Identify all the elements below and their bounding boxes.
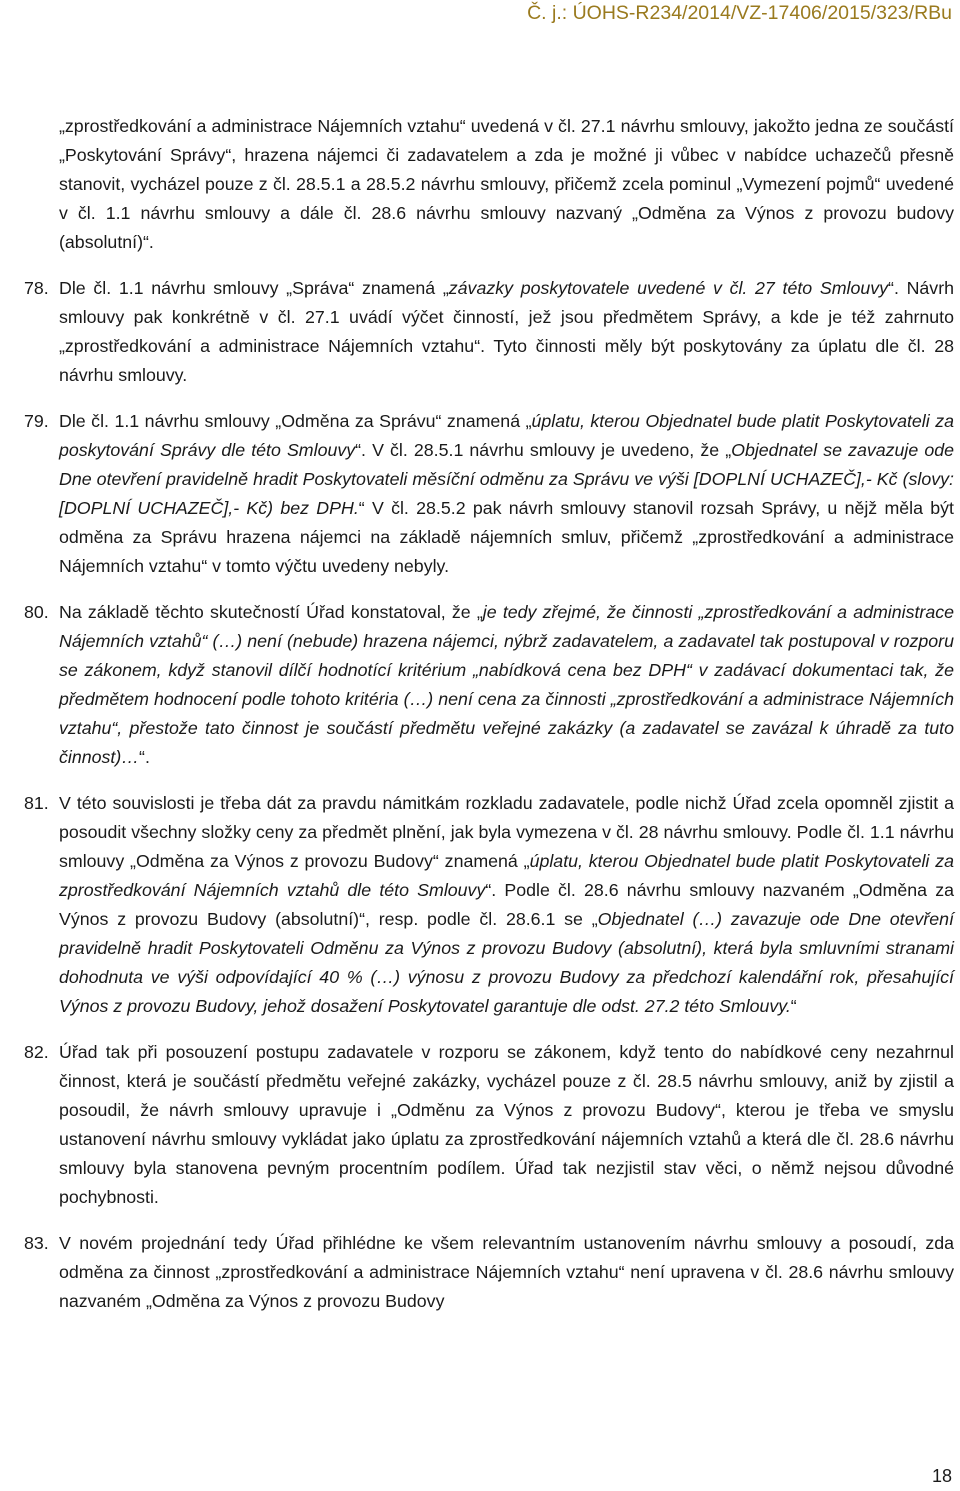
numbered-paragraph <box>24 789 959 1021</box>
document-body <box>24 112 959 1333</box>
paragraph-text: Na základě těchto skutečností Úřad konstatoval, že „ <box>59 602 483 622</box>
quoted-text: závazky poskytovatele uvedené v čl. 27 této Smlouvy <box>448 278 889 298</box>
paragraph-text: “ <box>790 996 797 1016</box>
page-number: 18 <box>931 1466 952 1486</box>
numbered-paragraph <box>24 1229 959 1316</box>
numbered-paragraph <box>24 407 959 581</box>
paragraph-text: “ V čl. 28.5.2 pak návrh smlouvy stanovil rozsah Správy, u nějž měla být odměna za Správu hrazena nájemci na základě nájemních smluv, přičemž „zprostředkování a administrace Nájemních vztahu“ v tomto výčtu uvedeny nebyly. <box>59 498 959 576</box>
paragraph-text: „zprostředkování a administrace Nájemních vztahu“ uvedená v čl. 27.1 návrhu smlouvy, jakožto jedna ze součástí „Poskytování Správy“, hrazena nájemci či zadavatelem a zda je možné ji vůbec v nabídce uchazečů přesně stanovit, vycházel pouze z čl. 28.5.1 a 28.5.2 návrhu smlouvy, přičemž zcela pominul „Vymezení pojmů“ uvedené v čl. 1.1 návrhu smlouvy a dále čl. 28.6 návrhu smlouvy nazvaný „Odměna za Výnos z provozu budovy (absolutní)“. <box>59 116 959 252</box>
paragraph-text: Dle čl. 1.1 návrhu smlouvy „Odměna za Správu“ znamená „ <box>59 411 532 431</box>
paragraph-number: 78. <box>24 278 49 298</box>
paragraph-text: V novém projednání tedy Úřad přihlédne ke všem relevantním ustanovením návrhu smlouvy a posoudí, zda odměna za činnost „zprostředkování a administrace Nájemních vztahu“ není upravena v čl. 28.6 návrhu smlouvy nazvaném „Odměna za Výnos z provozu Budovy <box>59 1233 959 1311</box>
paragraph-number: 79. <box>24 411 49 431</box>
quoted-text: Objednatel (…) zavazuje ode Dne otevření pravidelně hradit Poskytovateli Odměnu za Výnos z provozu Budovy (absolutní), která byla smluvními stranami dohodnuta ve výši odpovídající 40 % (…) výnosu z provozu Budovy za předchozí kalendářní rok, přesahující Výnos z provozu Budovy, jehož dosažení Poskytovatel garantuje dle odst. 27.2 této Smlouvy. <box>59 909 959 1016</box>
numbered-paragraph <box>24 274 959 390</box>
quoted-text: úplatu, kterou Objednatel bude platit Poskytovateli za zprostředkování Nájemních vztahů dle této Smlouvy <box>59 851 959 900</box>
paragraph-text: “. V čl. 28.5.1 návrhu smlouvy je uvedeno, že „ <box>355 440 732 460</box>
paragraph-number: 82. <box>24 1042 49 1062</box>
paragraph-text: “. Návrh smlouvy pak konkrétně v čl. 27.1 uvádí výčet činností, jež jsou předmětem Správy, a kde je též zahrnuto „zprostředkování a administrace Nájemních vztahu“. Tyto činnosti měly být poskytovány za úplatu dle čl. 28 návrhu smlouvy. <box>59 278 959 385</box>
paragraph-number: 83. <box>24 1233 49 1253</box>
paragraph-number: 81. <box>24 793 49 813</box>
paragraph-number: 80. <box>24 602 49 622</box>
numbered-paragraph <box>24 1038 959 1212</box>
paragraph-text: V této souvislosti je třeba dát za pravdu námitkám rozkladu zadavatele, podle nichž Úřad zcela opomněl zjistit a posoudit všechny složky ceny za předmět plnění, jak byla vymezena v čl. 28 návrhu smlouvy. Podle čl. 1.1 návrhu smlouvy „Odměna za Výnos z provozu Budovy“ znamená „ <box>59 793 959 871</box>
document-reference: Č. j.: ÚOHS-R234/2014/VZ-17406/2015/323/RBu <box>527 2 952 24</box>
quoted-text: Objednatel se zavazuje ode Dne otevření pravidelně hradit Poskytovateli měsíční odměnu za Správu ve výši [DOPLNÍ UCHAZEČ],- Kč (slovy: [DOPLNÍ UCHAZEČ],- Kč) bez DPH. <box>59 440 959 518</box>
quoted-text: je tedy zřejmé, že činnosti „zprostředkování a administrace Nájemních vztahů“ (…) není (nebude) hrazena nájemci, nýbrž zadavatelem, a zadavatel tak postupoval v rozporu se zákonem, když stanovil dílčí hodnotící kritérium „nabídková cena bez DPH“ v zadávací dokumentaci tak, že předmětem hodnocení podle tohoto kritéria (…) není cena za činnosti „zprostředkování a administrace Nájemních vztahu“, přestože tato činnost je součástí předmětu veřejné zakázky (a zadavatel se zavázal k úhradě za tuto činnost)… <box>59 602 959 767</box>
quoted-text: úplatu, kterou Objednatel bude platit Poskytovateli za poskytování Správy dle této Smlouvy <box>59 411 959 460</box>
paragraph-text: “. <box>139 747 150 767</box>
numbered-paragraph <box>24 598 959 772</box>
paragraph-text: “. Podle čl. 28.6 návrhu smlouvy nazvaném „Odměna za Výnos z provozu Budovy (absolutní)“, resp. podle čl. 28.6.1 se „ <box>59 880 959 929</box>
paragraph-text: Dle čl. 1.1 návrhu smlouvy „Správa“ znamená „ <box>59 278 449 298</box>
paragraph-continuation <box>24 112 959 257</box>
paragraph-text: Úřad tak při posouzení postupu zadavatele v rozporu se zákonem, když tento do nabídkové ceny nezahrnul činnost, která je součástí předmětu veřejné zakázky, vycházel pouze z čl. 28.5 návrhu smlouvy, aniž by zjistil a posoudil, že návrh smlouvy upravuje i „Odměnu za Výnos z provozu Budovy“, kterou je třeba ve smyslu ustanovení návrhu smlouvy vykládat jako úplatu za zprostředkování nájemních vztahů a která dle čl. 28.6 návrhu smlouvy byla stanovena pevným procentním podílem. Úřad tak nezjistil stav věci, o němž nejsou důvodné pochybnosti. <box>59 1042 959 1207</box>
